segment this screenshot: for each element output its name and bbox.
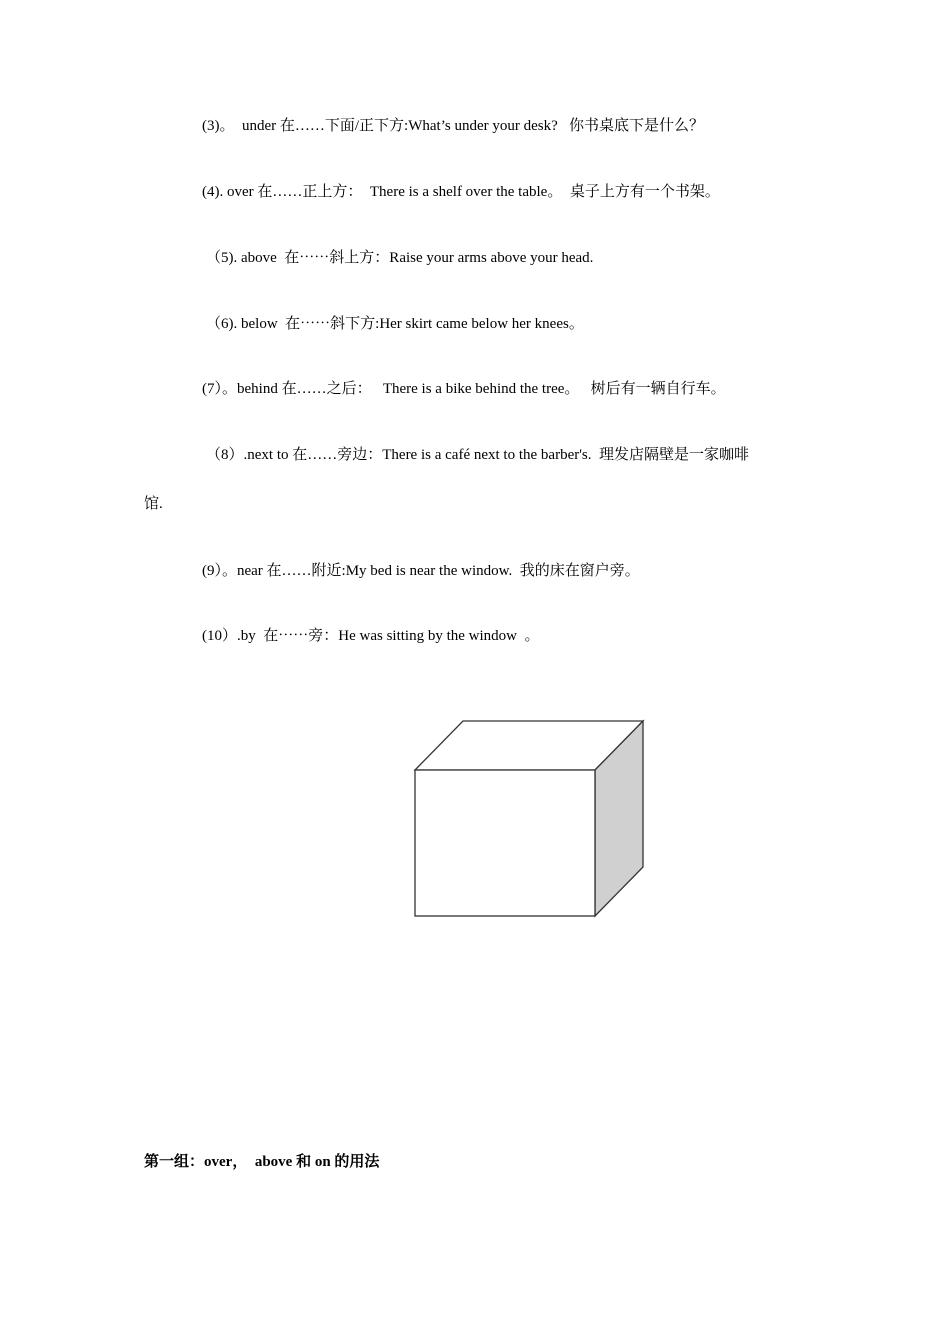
prep-line-behind: (7）。behind 在……之后： There is a bike behind the tree。 树后有一辆自行车。 bbox=[202, 381, 726, 397]
prep-line-near: (9）。near 在……附近:My bed is near the window. 我的床在窗户旁。 bbox=[202, 563, 640, 579]
prep-line-by: (10）.by 在⋯⋯旁：He was sitting by the window 。 bbox=[202, 628, 540, 644]
prep-line-next-to: （8）.next to 在……旁边：There is a café next to the barber's. 理发店隔壁是一家咖啡 bbox=[206, 447, 750, 463]
prep-line-below: （6). below 在⋯⋯斜下方:Her skirt came below her knees。 bbox=[206, 316, 584, 332]
prep-line-over: (4). over 在……正上方： There is a shelf over the table。 桌子上方有一个书架。 bbox=[202, 184, 720, 200]
cube-front-face bbox=[415, 770, 595, 916]
section-heading: 第一组：over， above 和 on 的用法 bbox=[144, 1154, 380, 1170]
prep-line-above: （5). above 在⋯⋯斜上方：Raise your arms above your head. bbox=[206, 250, 594, 266]
cube-figure bbox=[400, 710, 660, 930]
prep-line-under: (3)。 under 在……下面/正下方:What’s under your desk? 你书桌底下是什么？ bbox=[202, 118, 705, 134]
prep-line-next-to-continuation: 馆. bbox=[144, 496, 163, 512]
